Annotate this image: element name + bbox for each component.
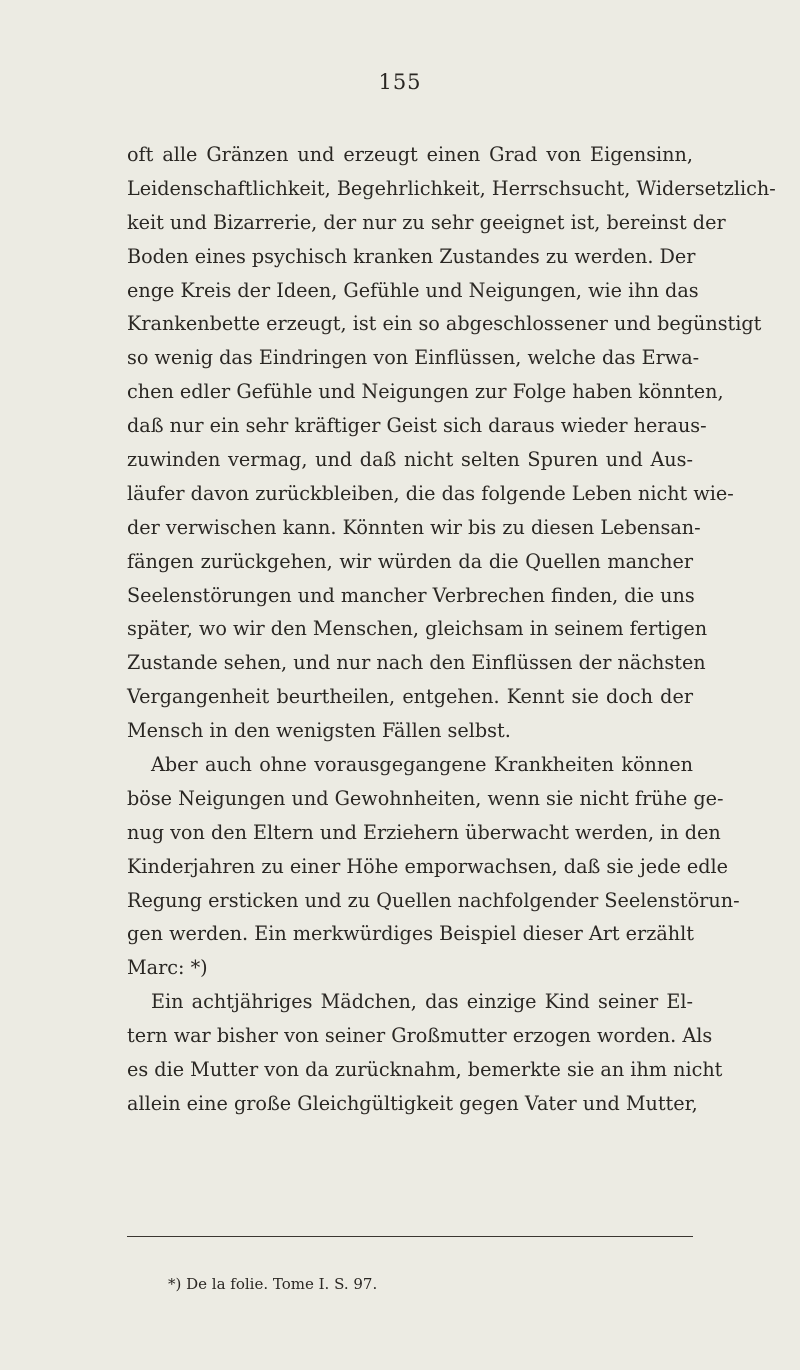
text-line: der verwischen kann. Könnten wir bis zu diesen Lebensan- (127, 515, 701, 539)
text-line: Zustande sehen, und nur nach den Einflüssen der nächsten (127, 651, 706, 675)
footnote-divider (127, 1236, 693, 1237)
page-number: 155 (378, 70, 422, 94)
text-line: Krankenbette erzeugt, ist ein so abgeschlossener und begünstigt (127, 312, 762, 336)
body-text (127, 138, 776, 1121)
text-line: Marc: *) (127, 956, 208, 980)
text-line: so wenig das Eindringen von Einflüssen, welche das Erwa- (127, 346, 700, 370)
footnote: *) De la folie. Tome I. S. 97. (168, 1275, 378, 1293)
text-line: zuwinden vermag, und daß nicht selten Spuren und Aus- (127, 448, 693, 472)
text-line: Mensch in den wenigsten Fällen selbst. (127, 719, 511, 743)
text-line: Seelenstörungen und mancher Verbrechen finden, die uns (127, 583, 695, 607)
text-line: böse Neigungen und Gewohnheiten, wenn sie nicht frühe ge- (127, 786, 724, 810)
text-line: Regung ersticken und zu Quellen nachfolgender Seelenstörun- (127, 888, 740, 912)
text-line: chen edler Gefühle und Neigungen zur Folge haben könnten, (127, 380, 724, 404)
text-line: läufer davon zurückbleiben, die das folgende Leben nicht wie- (127, 481, 734, 505)
text-line: Vergangenheit beurtheilen, entgehen. Kennt sie doch der (127, 685, 693, 709)
text-line: daß nur ein sehr kräftiger Geist sich daraus wieder heraus- (127, 414, 707, 438)
text-line: enge Kreis der Ideen, Gefühle und Neigungen, wie ihn das (127, 278, 699, 302)
text-line: allein eine große Gleichgültigkeit gegen Vater und Mutter, (127, 1091, 698, 1115)
text-line: tern war bisher von seiner Großmutter erzogen worden. Als (127, 1024, 713, 1048)
text-line: Ein achtjähriges Mädchen, das einzige Kind seiner El- (151, 990, 693, 1014)
text-line: keit und Bizarrerie, der nur zu sehr geeignet ist, bereinst der (127, 210, 726, 234)
text-line: Leidenschaftlichkeit, Begehrlichkeit, Herrschsucht, Widersetzlich- (127, 176, 776, 200)
text-line: nug von den Eltern und Erziehern überwacht werden, in den (127, 820, 721, 844)
text-line: später, wo wir den Menschen, gleichsam in seinem fertigen (127, 617, 708, 641)
text-line: fängen zurückgehen, wir würden da die Quellen mancher (127, 549, 693, 573)
text-line: Kinderjahren zu einer Höhe emporwachsen, daß sie jede edle (127, 854, 729, 878)
text-line: es die Mutter von da zurücknahm, bemerkte sie an ihm nicht (127, 1058, 723, 1082)
text-line: gen werden. Ein merkwürdiges Beispiel dieser Art erzählt (127, 922, 694, 946)
text-line: oft alle Gränzen und erzeugt einen Grad von Eigensinn, (127, 143, 693, 166)
text-line: Boden eines psychisch kranken Zustandes zu werden. Der (127, 244, 696, 268)
text-line: Aber auch ohne vorausgegangene Krankheiten können (151, 753, 693, 777)
